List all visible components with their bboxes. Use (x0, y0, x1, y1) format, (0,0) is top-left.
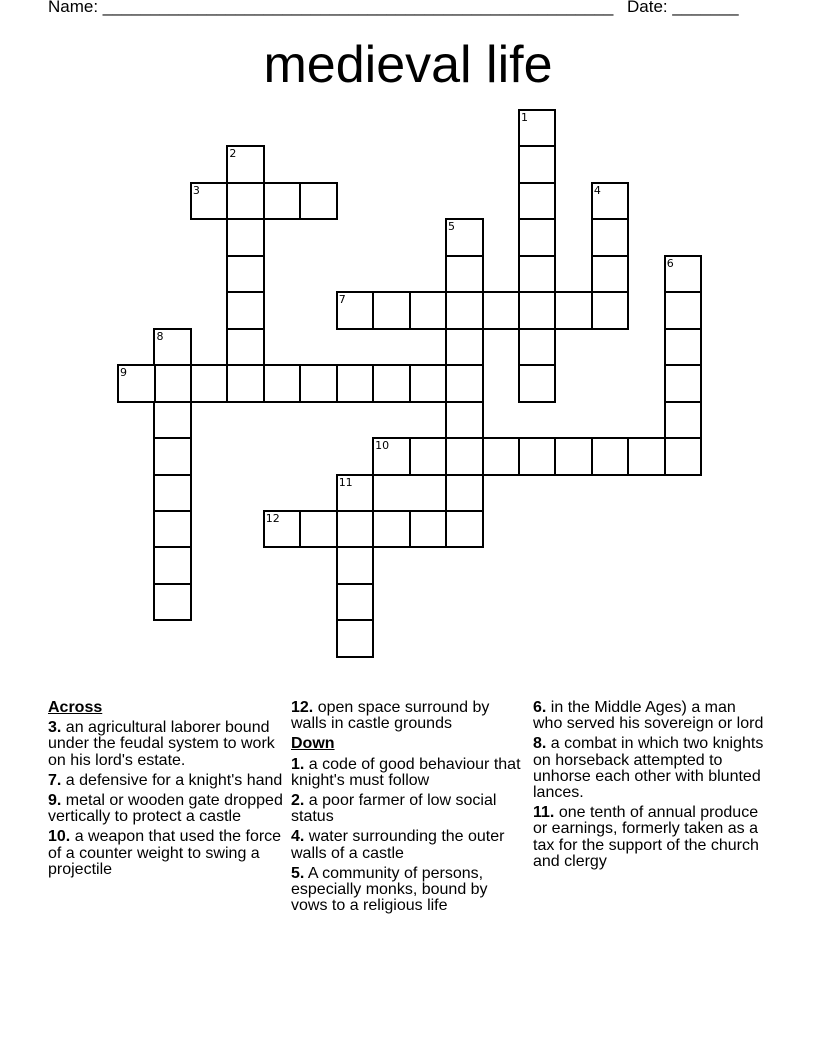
grid-cell[interactable] (263, 364, 302, 403)
grid-cell[interactable] (518, 255, 557, 294)
grid-cell[interactable] (226, 218, 265, 257)
down-heading: Down (291, 735, 335, 753)
clue-number-label: 4 (593, 183, 601, 197)
clue-down-1: 1. a code of good behaviour that knight's must follow (291, 755, 521, 789)
across-heading: Across (48, 699, 103, 716)
clue-number-label: 10 (375, 439, 390, 453)
grid-cell[interactable] (409, 437, 448, 476)
clue-down-6: 6. in the Middle Ages) a man who served his sovereign or lord (533, 699, 764, 733)
puzzle-title: medieval life (263, 36, 553, 94)
grid-cell[interactable] (299, 510, 338, 549)
grid-cell[interactable] (445, 510, 484, 549)
clue-across-3: 3. an agricultural laborer bound under the feudal system to work on his lord's estate. (48, 719, 275, 769)
grid-cell[interactable] (591, 218, 630, 257)
grid-cell[interactable] (554, 437, 593, 476)
grid-cell[interactable] (445, 437, 484, 476)
clues-column-3 (533, 700, 769, 874)
clue-across-12: 12. open space surround by walls in castle grounds (291, 699, 490, 733)
name-field-label: Name: ______________________________________________________ (48, 0, 614, 16)
clue-number-label: 5 (448, 220, 456, 234)
grid-cell[interactable] (445, 474, 484, 513)
grid-cell[interactable] (664, 364, 703, 403)
grid-cell[interactable] (554, 291, 593, 330)
grid-cell[interactable] (372, 510, 411, 549)
grid-cell[interactable] (226, 364, 265, 403)
clue-number-label: 9 (120, 366, 127, 380)
clue-across-9: 9. metal or wooden gate dropped vertically to protect a castle (48, 792, 283, 826)
clue-across-10: 10. a weapon that used the force of a counter weight to swing a projectile (48, 828, 282, 878)
clue-down-8: 8. a combat in which two knights on horseback attempted to unhorse each other with blunted lances. (533, 735, 764, 802)
grid-cell[interactable] (153, 546, 192, 585)
clue-number-label: 6 (666, 256, 674, 270)
grid-cell[interactable] (627, 437, 666, 476)
clue-across-7: 7. a defensive for a knight's hand (48, 771, 283, 789)
grid-cell[interactable] (372, 291, 411, 330)
grid-cell[interactable] (518, 364, 557, 403)
grid-cell[interactable] (591, 437, 630, 476)
clue-number-label: 11 (338, 475, 353, 489)
grid-cell[interactable] (153, 437, 192, 476)
grid-cell[interactable] (153, 474, 192, 513)
grid-cell[interactable] (445, 255, 484, 294)
grid-cell[interactable] (482, 437, 521, 476)
grid-cell[interactable] (263, 182, 302, 221)
grid-cell[interactable] (518, 328, 557, 367)
clue-down-11: 11. one tenth of annual produce or earnings, formerly taken as a tax for the support of the church and clergy (533, 804, 759, 870)
grid-cell[interactable] (190, 364, 229, 403)
clue-number-label: 12 (265, 511, 280, 525)
grid-cell[interactable] (445, 401, 484, 440)
grid-cell[interactable] (482, 291, 521, 330)
grid-cell[interactable] (226, 291, 265, 330)
clue-number-label: 1 (520, 111, 528, 124)
clue-number-label: 3 (192, 183, 200, 197)
clue-number-label: 2 (229, 147, 237, 161)
grid-cell[interactable] (664, 291, 703, 330)
clues-column-1 (48, 700, 284, 882)
grid-cell[interactable] (336, 510, 375, 549)
grid-cell[interactable] (336, 546, 375, 585)
grid-cell[interactable] (336, 619, 375, 658)
grid-cell[interactable] (518, 182, 557, 221)
clue-number-label: 8 (156, 329, 164, 343)
grid-cell[interactable] (518, 437, 557, 476)
clue-down-4: 4. water surrounding the outer walls of a castle (291, 828, 505, 862)
grid-cell[interactable] (226, 328, 265, 367)
grid-cell[interactable] (664, 401, 703, 440)
grid-cell[interactable] (591, 255, 630, 294)
clues-column-2 (291, 700, 527, 918)
grid-cell[interactable] (518, 218, 557, 257)
grid-cell[interactable] (153, 364, 192, 403)
grid-cell[interactable] (445, 364, 484, 403)
clue-down-2: 2. a poor farmer of low social status (291, 792, 497, 826)
grid-cell[interactable] (336, 364, 375, 403)
grid-cell[interactable] (591, 291, 630, 330)
grid-cell[interactable] (518, 291, 557, 330)
grid-cell[interactable] (153, 583, 192, 622)
grid-cell[interactable] (153, 401, 192, 440)
grid-cell[interactable] (409, 291, 448, 330)
date-field-label: Date: _______ (627, 0, 739, 16)
grid-cell[interactable] (409, 510, 448, 549)
grid-cell[interactable] (299, 364, 338, 403)
grid-cell[interactable] (226, 182, 265, 221)
grid-cell[interactable] (409, 364, 448, 403)
grid-cell[interactable] (226, 255, 265, 294)
grid-cell[interactable] (299, 182, 338, 221)
grid-cell[interactable] (153, 510, 192, 549)
grid-cell[interactable] (664, 437, 703, 476)
grid-cell[interactable] (664, 328, 703, 367)
grid-cell[interactable] (372, 364, 411, 403)
grid-cell[interactable] (445, 328, 484, 367)
grid-cell[interactable] (445, 291, 484, 330)
clue-down-5: 5. A community of persons, especially monks, bound by vows to a religious life (291, 864, 488, 915)
grid-cell[interactable] (518, 145, 557, 184)
grid-cell[interactable] (336, 583, 375, 622)
clue-number-label: 7 (338, 293, 346, 307)
